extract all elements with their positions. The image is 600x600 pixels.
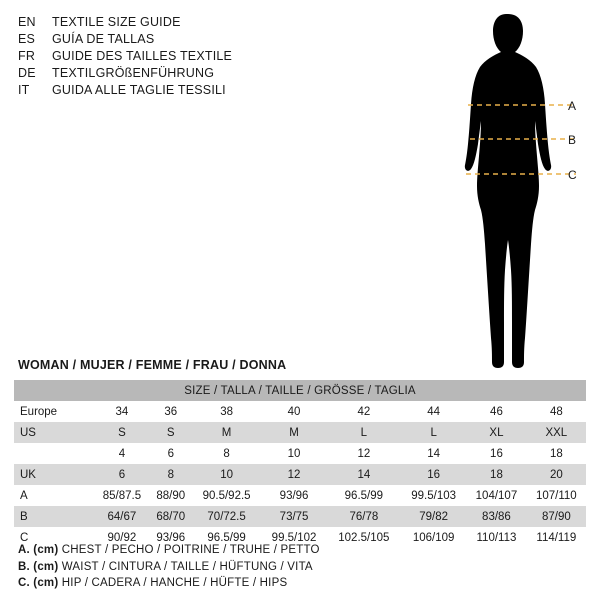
cell: 88/90 [150,485,192,506]
row-label: C [14,527,94,548]
cell: 16 [466,443,526,464]
footnote-a [18,542,578,559]
cell: 110/113 [466,527,526,548]
cell: 85/87.5 [94,485,150,506]
cell: 18 [466,464,526,485]
footnote-c [18,575,578,592]
cell: 10 [192,464,262,485]
footnotes-block [18,542,578,592]
language-row-it [18,82,348,99]
cell: 76/78 [327,506,401,527]
cell: 106/109 [401,527,466,548]
table-column-heading: SIZE / TALLA / TAILLE / GRÖSSE / TAGLIA [14,380,586,401]
cell: 114/119 [527,527,586,548]
cell: 14 [401,443,466,464]
table-row [14,485,586,506]
cell: 14 [327,464,401,485]
row-label: B [14,506,94,527]
table-row [14,401,586,422]
row-label [14,443,94,464]
cell: 40 [262,401,327,422]
cell: 12 [327,443,401,464]
female-silhouette-icon [430,8,595,378]
cell: 46 [466,401,526,422]
cell: 34 [94,401,150,422]
cell: 8 [192,443,262,464]
footnote-b-key: B. (cm) [18,560,59,573]
cell: 93/96 [262,485,327,506]
cell: L [327,422,401,443]
language-code-de: DE [18,66,36,80]
language-code-en: EN [18,15,36,29]
cell: 102.5/105 [327,527,401,548]
language-header-block [18,14,348,99]
language-row-es [18,31,348,48]
language-row-en [18,14,348,31]
cell: 6 [94,464,150,485]
cell: 38 [192,401,262,422]
cell: 6 [150,443,192,464]
cell: 16 [401,464,466,485]
row-label: A [14,485,94,506]
language-row-de [18,65,348,82]
language-title-en: TEXTILE SIZE GUIDE [52,15,181,29]
measure-label-c: C [568,168,577,182]
cell: 90/92 [94,527,150,548]
cell: 42 [327,401,401,422]
cell: 73/75 [262,506,327,527]
body-figure-area [430,8,595,378]
cell: 70/72.5 [192,506,262,527]
cell: S [94,422,150,443]
cell: 96.5/99 [327,485,401,506]
cell: 83/86 [466,506,526,527]
language-code-es: ES [18,32,36,46]
measure-label-a: A [568,99,577,113]
cell: L [401,422,466,443]
cell: 99.5/103 [401,485,466,506]
footnote-b [18,559,578,576]
cell: 36 [150,401,192,422]
cell: 8 [150,464,192,485]
cell: 10 [262,443,327,464]
footnote-c-text: HIP / CADERA / HANCHE / HÜFTE / HIPS [61,577,288,589]
footnote-b-text: WAIST / CINTURA / TAILLE / HÜFTUNG / VITA [61,560,313,573]
language-code-it: IT [18,83,30,97]
cell: 99.5/102 [262,527,327,548]
language-title-fr: GUIDE DES TAILLES TEXTILE [52,49,233,63]
cell: 93/96 [150,527,192,548]
cell: 64/67 [94,506,150,527]
footnote-c-key: C. (cm) [18,577,59,589]
cell: 96.5/99 [192,527,262,548]
table-header-row [14,380,586,401]
row-label: US [14,422,94,443]
table-row [14,443,586,464]
table-row [14,506,586,527]
cell: 44 [401,401,466,422]
language-row-fr [18,48,348,65]
cell: XXL [527,422,586,443]
language-title-it: GUIDA ALLE TAGLIE TESSILI [52,83,226,97]
cell: 104/107 [466,485,526,506]
language-code-fr: FR [18,49,36,63]
cell: 18 [527,443,586,464]
row-label: Europe [14,401,94,422]
cell: M [192,422,262,443]
cell: S [150,422,192,443]
cell: 12 [262,464,327,485]
cell: 79/82 [401,506,466,527]
footnote-a-key: A. (cm) [18,544,59,556]
language-title-es: GUÍA DE TALLAS [52,32,155,46]
row-label: UK [14,464,94,485]
cell: 107/110 [527,485,586,506]
group-heading: WOMAN / MUJER / FEMME / FRAU / DONNA [18,358,287,372]
cell: 20 [527,464,586,485]
cell: M [262,422,327,443]
measure-label-b: B [568,133,577,147]
cell: XL [466,422,526,443]
footnote-a-text: CHEST / PECHO / POITRINE / TRUHE / PETTO [61,544,320,556]
table-row [14,464,586,485]
cell: 48 [527,401,586,422]
cell: 68/70 [150,506,192,527]
cell: 87/90 [527,506,586,527]
size-table [14,380,586,548]
cell: 4 [94,443,150,464]
cell: 90.5/92.5 [192,485,262,506]
table-row [14,422,586,443]
language-title-de: TEXTILGRÖßENFÜHRUNG [52,66,215,80]
